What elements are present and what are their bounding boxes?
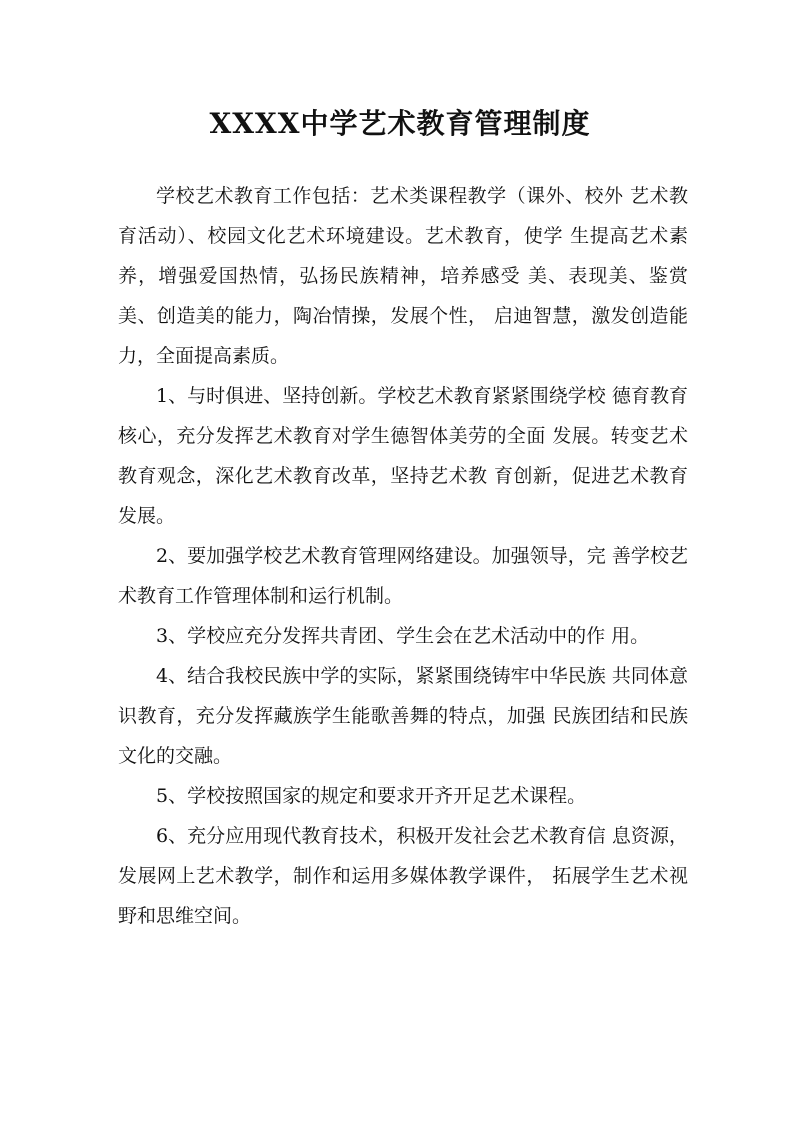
paragraph-item-6: 6、充分应用现代教育技术，积极开发社会艺术教育信 息资源，发展网上艺术教学，制作和运用多媒体教学课件， 拓展学生艺术视野和思维空间。 — [118, 825, 688, 927]
document-title: XXXX中学艺术教育管理制度 — [209, 106, 591, 140]
paragraph-item-2: 2、要加强学校艺术教育管理网络建设。加强领导，完 善学校艺术教育工作管理体制和运行机制。 — [118, 545, 688, 607]
paragraph-item-3: 3、学校应充分发挥共青团、学生会在艺术活动中的作 用。 — [156, 625, 650, 647]
paragraph-item-4: 4、结合我校民族中学的实际，紧紧围绕铸牢中华民族 共同体意识教育，充分发挥藏族学生能歌善舞的特点，加强 民族团结和民族文化的交融。 — [118, 665, 688, 767]
paragraph-intro: 学校艺术教育工作包括：艺术类课程教学（课外、校外 艺术教育活动）、校园文化艺术环境建设。艺术教育，使学 生提高艺术素养，增强爱国热情，弘扬民族精神，培养感受 美、表现美、鉴赏美、创造美的能力，陶冶情操，发展个性， 启迪智慧，激发创造能力，全面提高素质。 — [118, 185, 688, 367]
document-body — [118, 176, 688, 936]
paragraph-item-1: 1、与时俱进、坚持创新。学校艺术教育紧紧围绕学校 德育教育核心，充分发挥艺术教育对学生德智体美劳的全面 发展。转变艺术教育观念，深化艺术教育改革，坚持艺术教 育创新，促进艺术教育发展。 — [118, 385, 688, 527]
paragraph-item-5: 5、学校按照国家的规定和要求开齐开足艺术课程。 — [156, 785, 587, 807]
